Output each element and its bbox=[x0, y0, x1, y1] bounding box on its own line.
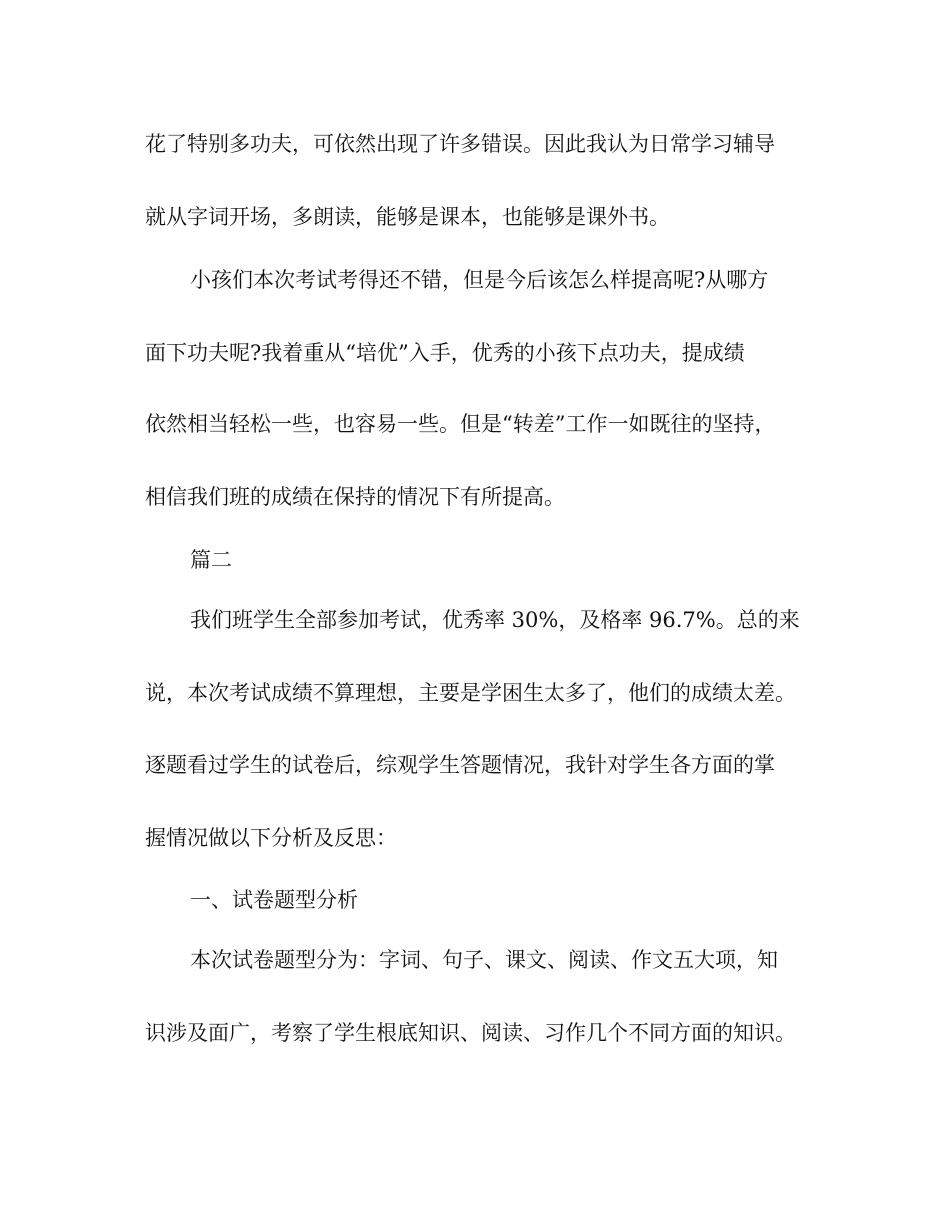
section-heading: 篇二 bbox=[190, 548, 232, 572]
text-line: 依然相当轻松一些，也容易一些。但是“转差”工作一如既往的坚持， bbox=[145, 412, 776, 436]
text-line: 面下功夫呢?我着重从“培优”入手，优秀的小孩下点功夫，提成绩 bbox=[145, 341, 745, 365]
text-line: 握情况做以下分析及反思： bbox=[145, 826, 397, 850]
text-line: 花了特别多功夫，可依然出现了许多错误。因此我认为日常学习辅导 bbox=[145, 132, 775, 156]
text-line: 识涉及面广，考察了学生根底知识、阅读、习作几个不同方面的知识。 bbox=[145, 1021, 796, 1045]
text-line: 相信我们班的成绩在保持的情况下有所提高。 bbox=[145, 485, 565, 509]
text-line: 就从字词开场，多朗读，能够是课本，也能够是课外书。 bbox=[145, 205, 670, 229]
paragraph-start-line: 小孩们本次考试考得还不错，但是今后该怎么样提高呢?从哪方 bbox=[190, 268, 769, 292]
paragraph-start-line: 我们班学生全部参加考试，优秀率 30%，及格率 96.7%。总的来 bbox=[190, 608, 800, 632]
subsection-heading: 一、试卷题型分析 bbox=[190, 888, 358, 912]
text-line: 逐题看过学生的试卷后，综观学生答题情况，我针对学生各方面的掌 bbox=[145, 753, 775, 777]
text-line: 说，本次考试成绩不算理想，主要是学困生太多了，他们的成绩太差。 bbox=[145, 681, 796, 705]
paragraph-start-line: 本次试卷题型分为：字词、句子、课文、阅读、作文五大项，知 bbox=[190, 948, 778, 972]
